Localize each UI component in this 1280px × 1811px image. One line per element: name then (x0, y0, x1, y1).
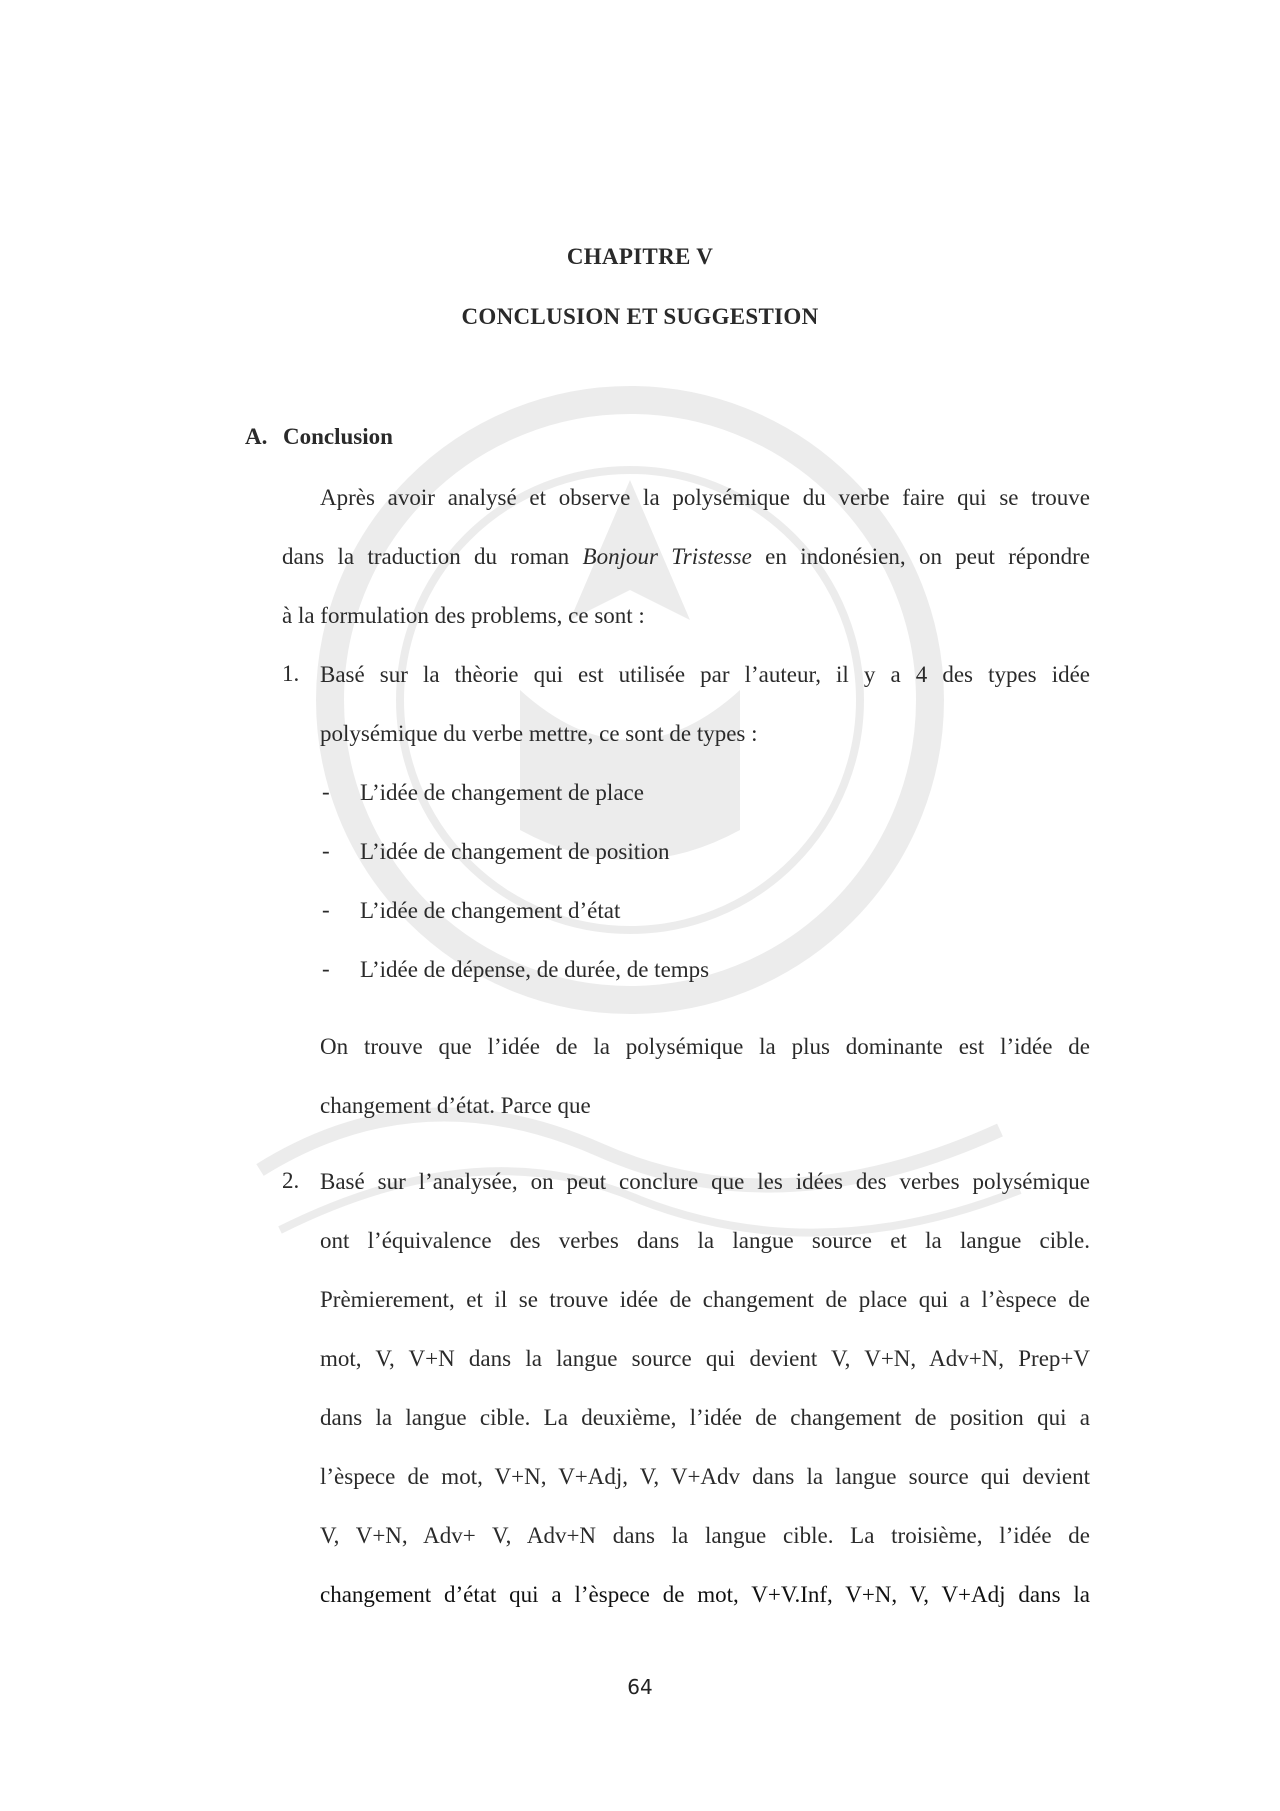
item2-line: Basé sur l’analysée, on peut conclure que les idées des verbes polysémique (320, 1169, 1090, 1194)
intro-line-1: Après avoir analysé et observe la polysémique du verbe faire qui se trouve (320, 485, 1090, 510)
section-number: A. (245, 424, 268, 449)
section-heading (245, 424, 393, 450)
item2-line: ont l’équivalence des verbes dans la langue source et la langue cible. (320, 1228, 1090, 1253)
bullet-item: L’idée de changement de position (360, 839, 670, 864)
item2-line: dans la langue cible. La deuxième, l’idée de changement de position qui a (320, 1405, 1090, 1430)
bullet-marker: - (322, 779, 330, 804)
bullet-marker: - (322, 897, 330, 922)
item1-line-2: polysémique du verbe mettre, ce sont de types : (320, 721, 758, 746)
item2-line: Prèmierement, et il se trouve idée de changement de place qui a l’èspece de (320, 1287, 1090, 1312)
bullet-item: L’idée de changement d’état (360, 898, 621, 923)
bullet-item: L’idée de dépense, de durée, de temps (360, 957, 710, 982)
item2-line: l’èspece de mot, V+N, V+Adj, V, V+Adv dans la langue source qui devient (320, 1464, 1090, 1489)
item2-line: mot, V, V+N dans la langue source qui devient V, V+N, Adv+N, Prep+V (320, 1346, 1090, 1371)
item1-line-1: Basé sur la thèorie qui est utilisée par l’auteur, il y a 4 des types idée (320, 662, 1090, 687)
list-number-2: 2. (282, 1168, 300, 1193)
list-number-1: 1. (282, 661, 300, 686)
bullet-marker: - (322, 956, 330, 981)
bullet-marker: - (322, 838, 330, 863)
intro-line-2: dans la traduction du roman Bonjour Tristesse en indonésien, on peut répondre (282, 544, 1090, 569)
item1-after-line-1: On trouve que l’idée de la polysémique la plus dominante est l’idée de (320, 1034, 1090, 1059)
item2-line: V, V+N, Adv+ V, Adv+N dans la langue cible. La troisième, l’idée de (320, 1523, 1090, 1548)
section-title: Conclusion (283, 424, 393, 449)
chapter-subtitle: CONCLUSION ET SUGGESTION (461, 304, 819, 329)
intro-line-3: à la formulation des problems, ce sont : (282, 603, 645, 628)
bullet-item: L’idée de changement de place (360, 780, 644, 805)
item1-after-line-2: changement d’état. Parce que (320, 1093, 591, 1118)
chapter-title: CHAPITRE V (566, 244, 714, 269)
page-number: 64 (627, 1675, 653, 1699)
item2-line: changement d’état qui a l’èspece de mot, V+V.Inf, V+N, V, V+Adj dans la (320, 1582, 1090, 1607)
